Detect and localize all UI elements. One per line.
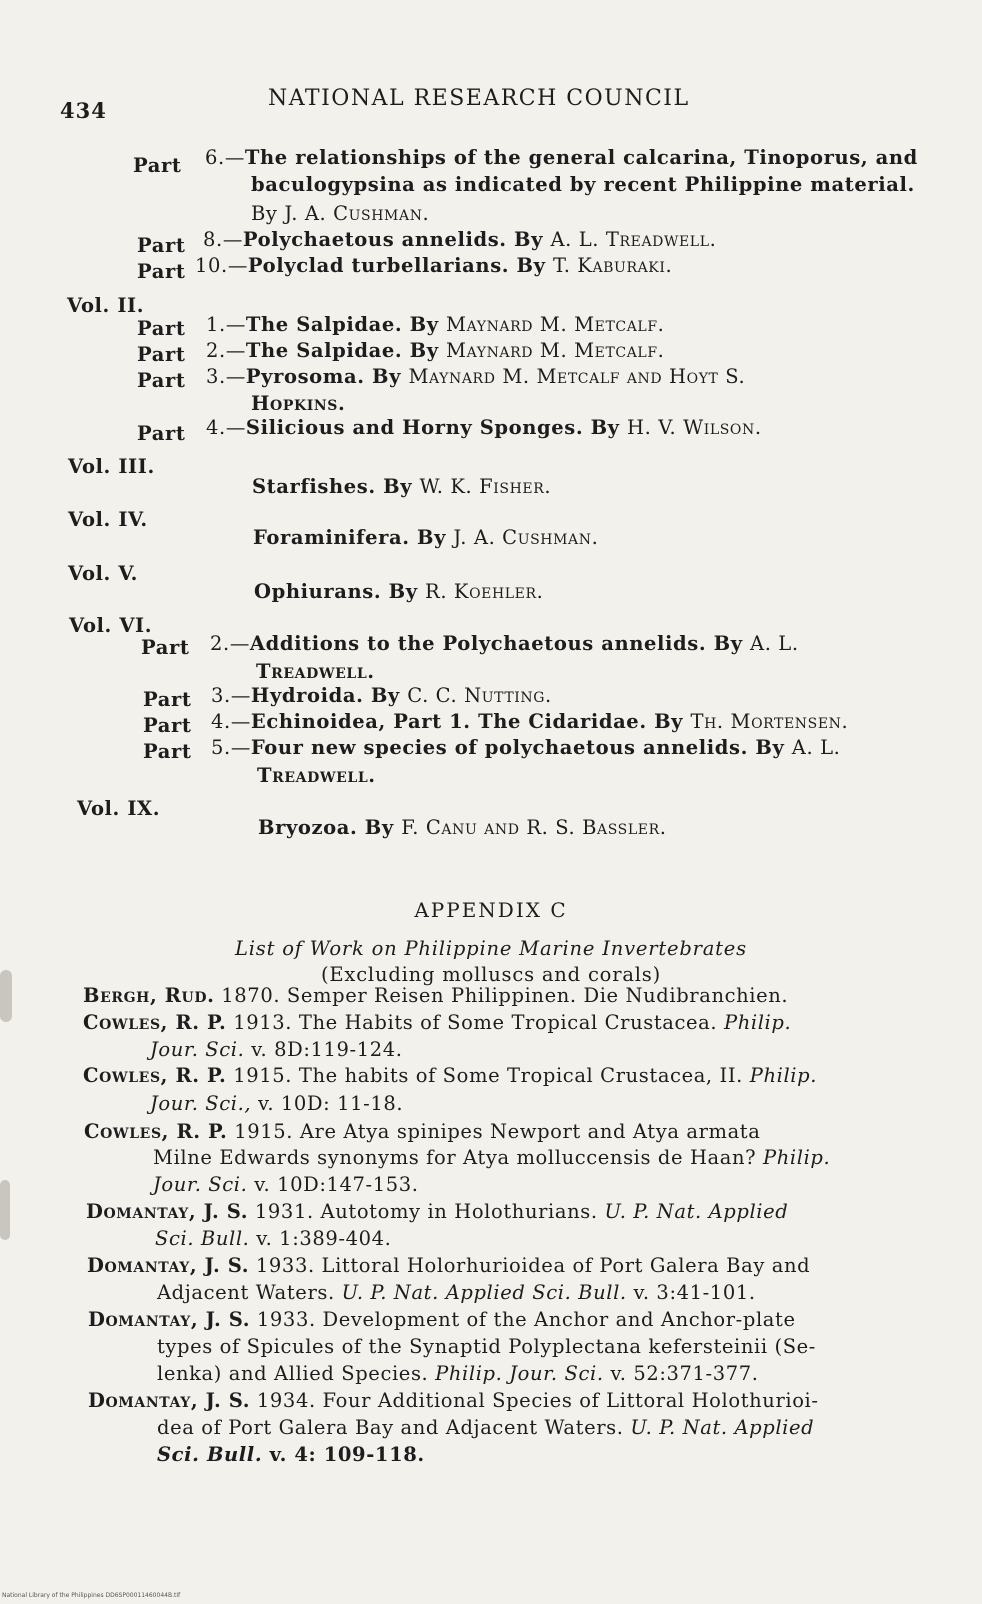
entry-line: 5.—Four new species of polychaetous annelids. By A. L.: [211, 736, 841, 759]
entry-label: Part: [137, 369, 186, 392]
entry-label: Part: [143, 714, 192, 737]
reference-entry: Adjacent Waters. U. P. Nat. Applied Sci. Bull. v. 3:41-101.: [157, 1281, 756, 1304]
entry-line: 3.—Pyrosoma. By Maynard M. Metcalf and Hoyt S.: [206, 365, 746, 388]
entry-label: Part: [141, 636, 190, 659]
page-number: 434: [60, 98, 107, 123]
reference-entry: Sci. Bull. v. 4: 109-118.: [157, 1443, 425, 1466]
entry-label: Part: [143, 688, 192, 711]
volume-heading: Vol. V.: [68, 562, 139, 585]
reference-entry: Domantay, J. S. 1934. Four Additional Species of Littoral Holothurioi-: [88, 1389, 819, 1412]
reference-entry: Jour. Sci. v. 8D:119-124.: [150, 1038, 403, 1061]
reference-entry: Jour. Sci., v. 10D: 11-18.: [150, 1092, 404, 1115]
volume-heading: Vol. VI.: [69, 614, 153, 637]
reference-entry: Domantay, J. S. 1933. Littoral Holorhurioidea of Port Galera Bay and: [87, 1254, 811, 1277]
reference-entry: Milne Edwards synonyms for Atya molluccensis de Haan? Philip.: [153, 1146, 831, 1169]
entry-line: 10.—Polyclad turbellarians. By T. Kaburaki.: [195, 254, 673, 277]
volume-heading: Vol. III.: [68, 455, 155, 478]
entry-label: Part: [137, 422, 186, 445]
entry-line: Treadwell.: [256, 660, 375, 683]
entry-line: Hopkins.: [251, 392, 346, 415]
entry-line: Bryozoa. By F. Canu and R. S. Bassler.: [258, 816, 667, 839]
appendix-subtitle: List of Work on Philippine Marine Invertebrates: [235, 937, 747, 960]
reference-entry: Sci. Bull. v. 1:389-404.: [155, 1227, 392, 1250]
entry-line: 4.—Echinoidea, Part 1. The Cidaridae. By Th. Mortensen.: [211, 710, 849, 733]
entry-line: Foraminifera. By J. A. Cushman.: [253, 526, 599, 549]
entry-line: Ophiurans. By R. Koehler.: [254, 580, 544, 603]
appendix-subtitle-note: (Excluding molluscs and corals): [320, 963, 662, 986]
reference-entry: Jour. Sci. v. 10D:147-153.: [153, 1173, 419, 1196]
appendix-title: APPENDIX C: [414, 898, 568, 922]
entry-label: Part: [133, 154, 182, 177]
entry-label: Part: [137, 343, 186, 366]
binding-mark: [0, 1180, 10, 1240]
entry-line: 4.—Silicious and Horny Sponges. By H. V. Wilson.: [206, 416, 762, 439]
entry-line: 3.—Hydroida. By C. C. Nutting.: [211, 684, 552, 707]
reference-entry: Cowles, R. P. 1913. The Habits of Some Tropical Crustacea. Philip.: [83, 1011, 792, 1034]
reference-entry: types of Spicules of the Synaptid Polyplectana kefersteinii (Se-: [157, 1335, 816, 1358]
reference-entry: Cowles, R. P. 1915. Are Atya spinipes Newport and Atya armata: [84, 1120, 761, 1143]
reference-entry: Cowles, R. P. 1915. The habits of Some Tropical Crustacea, II. Philip.: [83, 1064, 818, 1087]
running-header: NATIONAL RESEARCH COUNCIL: [268, 86, 690, 111]
scan-footer: National Library of the Philippines DD6SP00011460044B.tif: [2, 1592, 181, 1599]
entry-line: 6.—The relationships of the general calcarina, Tinoporus, and: [205, 146, 918, 169]
entry-line: 1.—The Salpidae. By Maynard M. Metcalf.: [206, 313, 665, 336]
entry-line: 2.—Additions to the Polychaetous annelids. By A. L.: [210, 632, 799, 655]
reference-entry: lenka) and Allied Species. Philip. Jour. Sci. v. 52:371-377.: [157, 1362, 759, 1385]
reference-entry: Domantay, J. S. 1931. Autotomy in Holothurians. U. P. Nat. Applied: [86, 1200, 789, 1223]
reference-entry: dea of Port Galera Bay and Adjacent Waters. U. P. Nat. Applied: [157, 1416, 815, 1439]
entry-label: Part: [137, 317, 186, 340]
volume-heading: Vol. II.: [67, 294, 145, 317]
entry-line: 2.—The Salpidae. By Maynard M. Metcalf.: [206, 339, 665, 362]
reference-entry: Domantay, J. S. 1933. Development of the Anchor and Anchor-plate: [88, 1308, 796, 1331]
entry-line: Starfishes. By W. K. Fisher.: [252, 475, 552, 498]
entry-label: Part: [137, 260, 186, 283]
entry-label: Part: [143, 740, 192, 763]
entry-label: Part: [137, 234, 186, 257]
volume-heading: Vol. IV.: [68, 508, 148, 531]
volume-heading: Vol. IX.: [77, 797, 161, 820]
reference-entry: Bergh, Rud. 1870. Semper Reisen Philippinen. Die Nudibranchien.: [83, 984, 789, 1007]
entry-line: Treadwell.: [257, 764, 376, 787]
entry-line: By J. A. Cushman.: [251, 202, 430, 225]
entry-line: baculogypsina as indicated by recent Philippine material.: [251, 173, 915, 196]
entry-line: 8.—Polychaetous annelids. By A. L. Treadwell.: [203, 228, 717, 251]
